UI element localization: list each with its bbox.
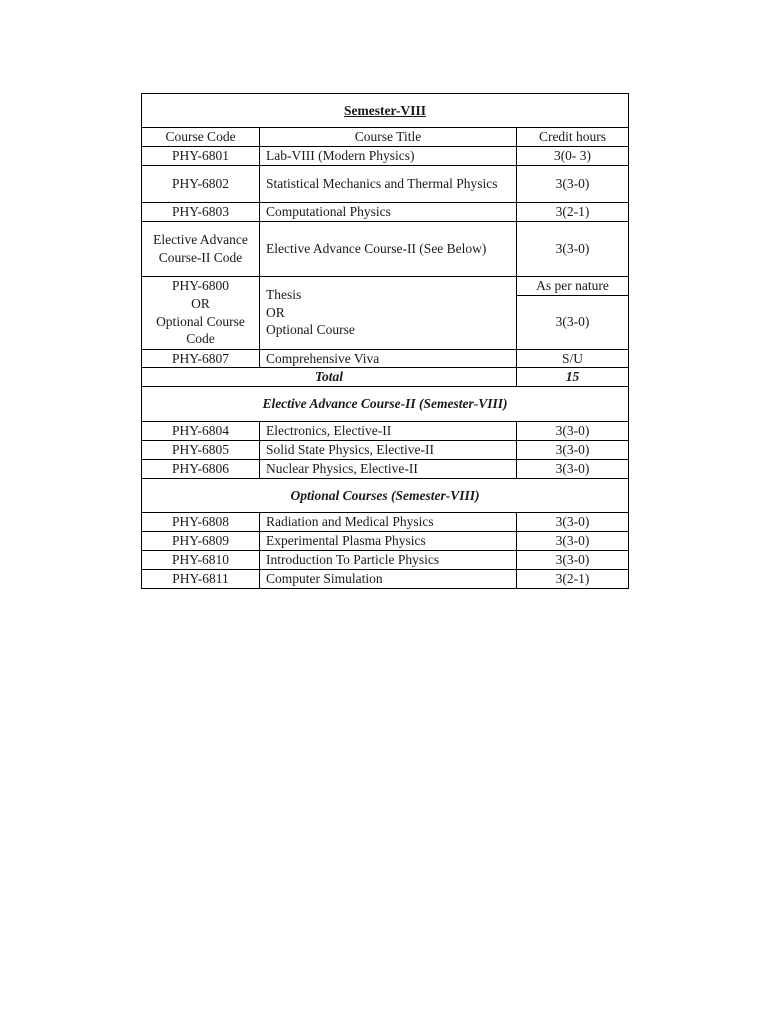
credit-hours: 3(3-0) (517, 550, 629, 569)
course-code: PHY-6806 (142, 460, 260, 479)
course-table (141, 93, 629, 589)
table-row (142, 165, 629, 202)
table-row (142, 221, 629, 276)
course-code: PHY-6803 (142, 202, 260, 221)
table-row (142, 422, 629, 441)
credit-hours: 3(3-0) (517, 422, 629, 441)
total-row (142, 368, 629, 387)
total-label: Total (142, 368, 517, 387)
table-row (142, 460, 629, 479)
course-title: Introduction To Particle Physics (260, 550, 517, 569)
course-title: Experimental Plasma Physics (260, 532, 517, 551)
course-code: Elective Advance Course-II Code (142, 221, 260, 276)
credit-hours: 3(3-0) (517, 295, 629, 349)
optional-section-heading: Optional Courses (Semester-VIII) (142, 479, 629, 513)
course-title: Lab-VIII (Modern Physics) (260, 147, 517, 166)
table-title: Semester-VIII (142, 94, 629, 128)
elective-section-heading: Elective Advance Course-II (Semester-VIII) (142, 387, 629, 422)
credit-hours: 3(0- 3) (517, 147, 629, 166)
credit-hours: 3(2-1) (517, 202, 629, 221)
course-title: Solid State Physics, Elective-II (260, 441, 517, 460)
credit-hours: 3(3-0) (517, 532, 629, 551)
course-title: Nuclear Physics, Elective-II (260, 460, 517, 479)
credit-hours: 3(3-0) (517, 441, 629, 460)
thesis-course-title: Thesis OR Optional Course (260, 276, 517, 349)
header-credit-hours: Credit hours (517, 128, 629, 147)
course-code: PHY-6804 (142, 422, 260, 441)
table-row (142, 147, 629, 166)
section-heading-row (142, 387, 629, 422)
header-course-title: Course Title (260, 128, 517, 147)
course-title: Electronics, Elective-II (260, 422, 517, 441)
table-row (142, 513, 629, 532)
table-row (142, 441, 629, 460)
thesis-course-code: PHY-6800 OR Optional Course Code (142, 276, 260, 349)
credit-hours: 3(3-0) (517, 221, 629, 276)
table-row (142, 532, 629, 551)
course-title: Radiation and Medical Physics (260, 513, 517, 532)
credit-hours: 3(3-0) (517, 513, 629, 532)
thesis-row (142, 276, 629, 295)
course-title: Statistical Mechanics and Thermal Physics (260, 165, 517, 202)
title-row (142, 94, 629, 128)
course-code: PHY-6801 (142, 147, 260, 166)
course-code: PHY-6802 (142, 165, 260, 202)
course-title: Elective Advance Course-II (See Below) (260, 221, 517, 276)
course-code: PHY-6807 (142, 349, 260, 368)
credit-hours: 3(2-1) (517, 569, 629, 588)
course-code: PHY-6811 (142, 569, 260, 588)
section-heading-row (142, 479, 629, 513)
course-title: Comprehensive Viva (260, 349, 517, 368)
total-value: 15 (517, 368, 629, 387)
table-row (142, 550, 629, 569)
course-code: PHY-6809 (142, 532, 260, 551)
credit-hours-as-per-nature: As per nature (517, 276, 629, 295)
table-row (142, 569, 629, 588)
credit-hours: 3(3-0) (517, 165, 629, 202)
credit-hours: 3(3-0) (517, 460, 629, 479)
course-code: PHY-6808 (142, 513, 260, 532)
credit-hours: S/U (517, 349, 629, 368)
table-row (142, 202, 629, 221)
course-code: PHY-6810 (142, 550, 260, 569)
header-row (142, 128, 629, 147)
header-course-code: Course Code (142, 128, 260, 147)
table-row (142, 349, 629, 368)
course-title: Computational Physics (260, 202, 517, 221)
course-title: Computer Simulation (260, 569, 517, 588)
course-code: PHY-6805 (142, 441, 260, 460)
